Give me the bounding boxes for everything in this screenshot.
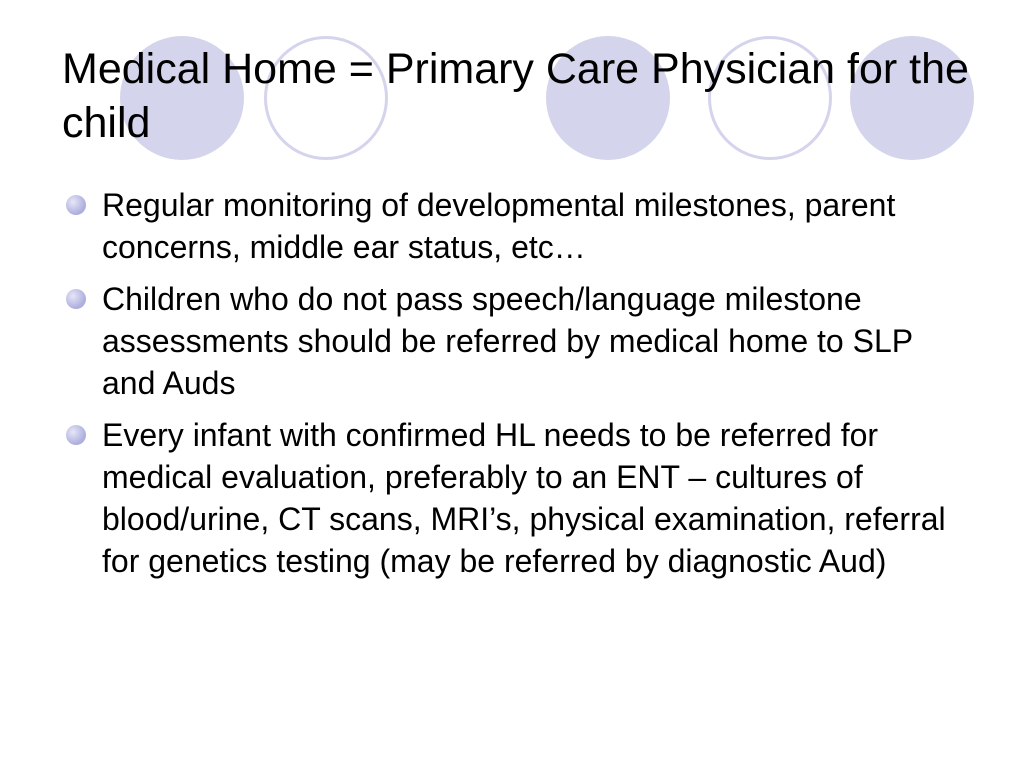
bullet-item [62,278,962,404]
bullet-text: Regular monitoring of developmental milestones, parent concerns, middle ear status, etc… [102,187,896,265]
bullet-list [62,184,962,592]
bullet-item [62,184,962,268]
bullet-text: Every infant with confirmed HL needs to be referred for medical evaluation, preferably to an ENT – cultures of blood/urine, CT scans, MRI’s, physical examination, referral for genetics testing (may be referred by diagnostic Aud) [102,417,946,579]
bullet-text: Children who do not pass speech/language milestone assessments should be referred by medical home to SLP and Auds [102,281,913,401]
bullet-icon [66,195,86,215]
bullet-icon [66,425,86,445]
slide-title: Medical Home = Primary Care Physician for the child [62,45,969,147]
bullet-icon [66,289,86,309]
bullet-item [62,414,962,582]
